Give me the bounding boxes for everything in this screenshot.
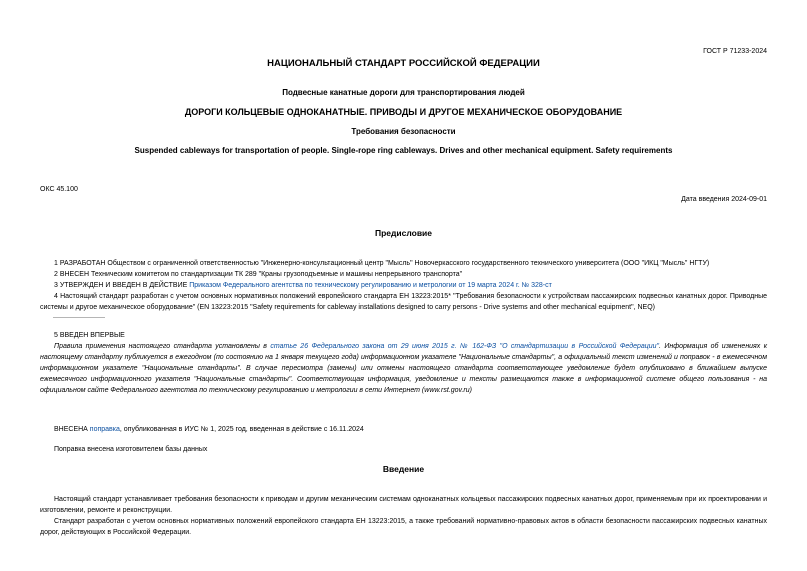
introduction-heading: Введение [382,464,425,474]
amendment-suffix: , опубликованная в ИУС № 1, 2025 год, введенная в действие с 16.11.2024 [119,426,364,433]
introduction-paragraph-1: Настоящий стандарт устанавливает требования безопасности к приводам и другим механическим системам одноканатных кольцевых пассажирских подвесных канатных дорог, применяемым при их проектировании и изготовлении, ремонте и реконструкции. [40,496,767,514]
amendment-link[interactable]: поправка [89,426,120,433]
federal-law-link[interactable]: статье 26 Федерального закона от 29 июня 2015 г. № 162-ФЗ "О стандартизации в Российской Федерации" [270,343,660,350]
introduction-date: Дата введения 2024-09-01 [681,196,767,203]
rules-text-suffix: . Информация об изменениях к настоящему стандарту публикуется в ежегодном (по состоянию на 1 января текущего года) информационном указателе "Национальные стандарты", а официальный текст изменений и поправок - в ежемесячном информационном указателе "Национальные стандарты". В случае пересмотра (замены) или отмены настоящего стандарта соответствующее уведомление будет опубликовано в ближайшем выпуске ежемесячного информационного указателя "Национальные стандарты". Соответствующая информация, уведомление и тексты размещаются также в информационной системе общего пользования - на официальном сайте Федерального агентства по техническому регулированию и метрологии в сети Интернет (www.rst.gov.ru) [40,343,767,394]
document-title: ДОРОГИ КОЛЬЦЕВЫЕ ОДНОКАНАТНЫЕ. ПРИВОДЫ И ДРУГОЕ МЕХАНИЧЕСКОЕ ОБОРУДОВАНИЕ [184,107,623,117]
requirements-heading: Требования безопасности [351,127,456,136]
foreword-item-3-text: 3 УТВЕРЖДЕН И ВВЕДЕН В ДЕЙСТВИЕ [54,282,190,289]
standard-type-heading: НАЦИОНАЛЬНЫЙ СТАНДАРТ РОССИЙСКОЙ ФЕДЕРАЦИИ [267,58,540,69]
footnote-divider [53,317,105,318]
document-subtitle: Подвесные канатные дороги для транспортирования людей [282,88,525,97]
rules-text-prefix: Правила применения настоящего стандарта установлены в [54,343,271,350]
amendment-prefix: ВНЕСЕНА [54,426,90,433]
foreword-heading: Предисловие [374,228,433,238]
document-code: ГОСТ Р 71233-2024 [703,48,767,55]
foreword-item-5: 5 ВВЕДЕН ВПЕРВЫЕ [54,332,125,339]
foreword-item-2: 2 ВНЕСЕН Техническим комитетом по стандартизации ТК 289 "Краны грузоподъемные и машины непрерывного транспорта" [54,271,463,278]
foreword-item-1: 1 РАЗРАБОТАН Обществом с ограниченной ответственностью "Инженерно-консультационный центр "Мысль" Новочеркасского государственного технического университета (ООО "ИКЦ "Мысль" НГТУ) [54,260,710,267]
oks-code: ОКС 45.100 [40,186,78,193]
amendment-line [40,424,767,435]
foreword-item-4: 4 Настоящий стандарт разработан с учетом основных нормативных положений европейского стандарта ЕН 13223:2015* "Требования безопасности к устройствам пассажирских подвесных канатных дорог. Приводные системы и другое механическое оборудование" (EN 13223:2015 "Safety requirements for cableway installations designed to carry persons - Drive systems and other mechanical equipment", NEQ) [40,293,767,311]
application-rules-paragraph [40,341,767,396]
english-title: Suspended cableways for transportation of people. Single-rope ring cableways. Drives and other mechanical equipment. Safety requirements [134,146,673,155]
introduction-paragraph-2: Стандарт разработан с учетом основных нормативных положений европейского стандарта ЕН 13223:2015, а также требований нормативно-правовых актов в области безопасности пассажирских подвесных канатных дорог, действующих в Российской Федерации. [40,518,767,536]
amendment-note: Поправка внесена изготовителем базы данных [54,446,208,453]
decree-link[interactable]: Приказом Федерального агентства по техническому регулированию и метрологии от 19 марта 2024 г. № 328-ст [189,282,552,289]
foreword-item-3 [40,280,767,291]
